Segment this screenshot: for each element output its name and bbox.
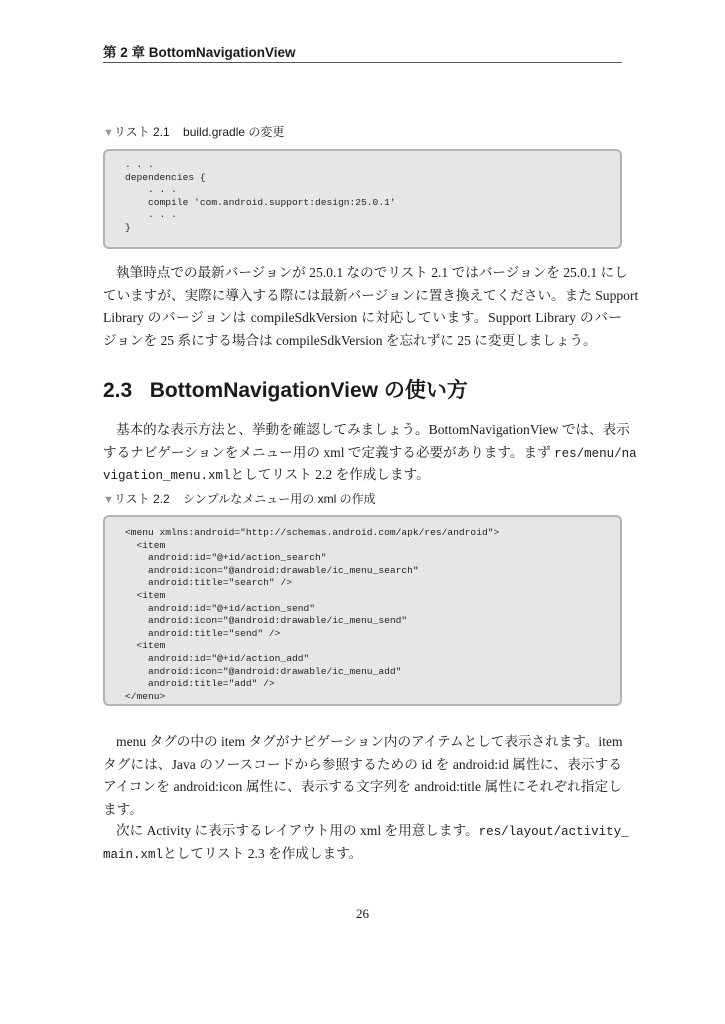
paragraph-menu-explanation [103, 731, 622, 821]
text-line: ていますが、実際に導入する際には最新バージョンに置き換えてください。また Support [103, 287, 639, 303]
paragraph-version-note [103, 262, 639, 352]
text-line: 執筆時点での最新バージョンが 25.0.1 なのでリスト 2.1 ではバージョンを 25.0.1 にし [116, 265, 628, 280]
code-path: res/layout/activity_ [478, 825, 629, 839]
text-line [103, 843, 622, 866]
code-path: main.xml [103, 847, 164, 862]
text-line [103, 464, 622, 487]
listing-title: シンプルなメニュー用の xml の作成 [183, 492, 376, 506]
paragraph-usage-intro [103, 419, 637, 487]
text-line [103, 820, 629, 843]
text-line: タグには、Java のソースコードから参照するための id を android:id 属性に、表示する [103, 756, 622, 772]
section-title: BottomNavigationView の使い方 [149, 379, 468, 402]
listing-caption-2-2 [103, 490, 622, 507]
triangle-marker-icon: ▼ [103, 494, 114, 506]
code-path: res/menu/na [554, 446, 637, 461]
text-span: 次に Activity に表示するレイアウト用の xml を用意します。 [116, 823, 479, 838]
code-path: vigation_menu.xml [103, 469, 231, 483]
text-span: としてリスト 2.3 を作成します。 [163, 845, 363, 861]
listing-caption-2-1 [103, 123, 622, 140]
listing-label: リスト 2.1 [113, 125, 170, 139]
text-line: menu タグの中の item タグがナビゲーション内のアイテムとして表示されます。item [116, 734, 623, 749]
triangle-marker-icon: ▼ [103, 127, 114, 139]
code-text: . . . dependencies { . . . compile 'com.android.support:design:25.0.1' . . . } [125, 159, 396, 233]
code-block-listing-2-1 [103, 149, 622, 249]
paragraph-layout-intro [103, 820, 629, 865]
section-number: 2.3 [103, 379, 133, 402]
text-span: としてリスト 2.2 を作成します。 [230, 467, 430, 482]
listing-title: build.gradle の変更 [183, 125, 285, 139]
text-line: ます。 [103, 801, 143, 817]
text-line [103, 442, 637, 465]
header-rule [103, 62, 622, 63]
text-line: 基本的な表示方法と、挙動を確認してみましょう。BottomNavigationView では、表示 [116, 422, 630, 437]
code-text: <menu xmlns:android="http://schemas.android.com/apk/res/android"> <item android:id="@+id/action_search" android:icon="@android:drawable/ic_menu_search" android:title="search" /> <item android:id="@+id/action_send" android:icon="@android:drawable/ic_menu_send" android:title="send" /> <item android:id="@+id/action_add" android:icon="@android:drawable/ic_menu_add" android:title="add" /> </menu> [125, 527, 500, 702]
listing-label: リスト 2.2 [113, 492, 170, 506]
text-line: ジョンを 25 系にする場合は compileSdkVersion を忘れずに 25 に変更しましょう。 [103, 332, 597, 348]
code-block-listing-2-2 [103, 515, 622, 706]
page-number: 26 [356, 906, 369, 921]
text-span: するナビゲーションをメニュー用の xml で定義する必要があります。まず [103, 444, 555, 460]
text-line: アイコンを android:icon 属性に、表示する文字列を android:title 属性にそれぞれ指定し [103, 779, 622, 794]
running-head: 第 2 章 BottomNavigationView [103, 45, 296, 60]
text-line: Library のバージョンは compileSdkVersion に対応しています。Support Library のバー [103, 310, 622, 325]
section-heading [103, 374, 622, 404]
